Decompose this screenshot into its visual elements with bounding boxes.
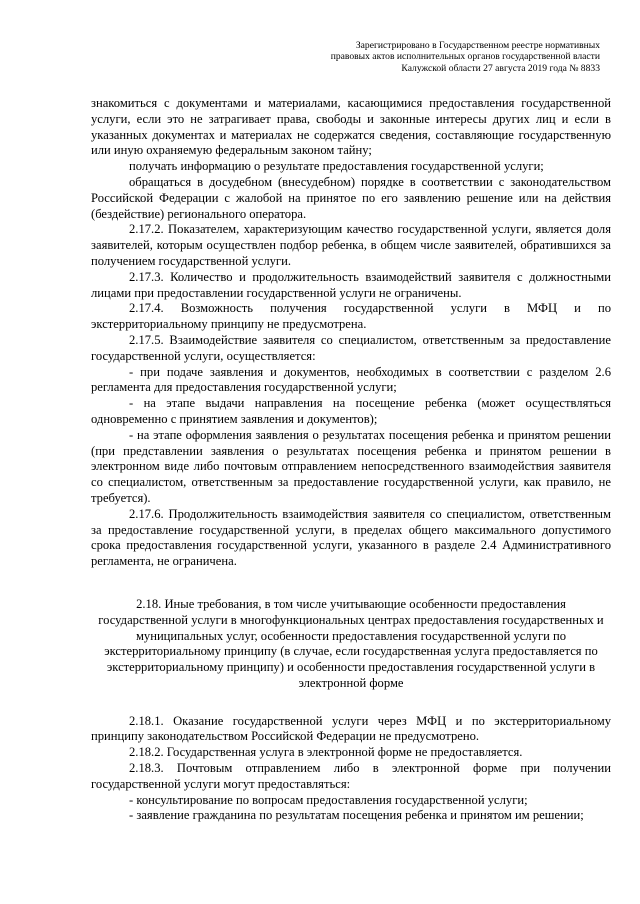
paragraph: знакомиться с документами и материалами, касающимися предоставления государственной услуги, если это не затрагивает права, свободы и законные интересы других лиц и если в указанных документах и материалах не содержатся сведения, составляющие государственную или иную охраняемую федеральным законом тайну; — [91, 96, 611, 158]
stamp-line: Калужской области 27 августа 2019 года № 8833 — [401, 62, 600, 74]
list-item: - при подаче заявления и документов, необходимых в соответствии с разделом 2.6 регламента для предоставления государственной услуги; — [91, 364, 611, 395]
paragraph: 2.17.2. Показателем, характеризующим качество государственной услуги, является доля заявителей, которым осуществлен подбор ребенка, в общем числе заявителей, обратившихся за получением государственной услуги. — [91, 222, 611, 268]
stamp-line: правовых актов исполнительных органов государственной власти — [330, 51, 600, 63]
paragraph: обращаться в досудебном (внесудебном) порядке в соответствии с законодательством Российской Федерации с жалобой на принятое по его заявлению решение или на действия (бездействие) регионального оператора. — [91, 174, 611, 221]
paragraph: получать информацию о результате предоставления государственной услуги; — [129, 159, 544, 174]
list-item: - на этапе оформления заявления о результатах посещения ребенка и принятом решении (при представлении заявления о результатах посещения ребенка и принятом решении в электронном виде либо почтовым отправлением непосредственного взаимодействия заявителя со специалистом, ответственным за предоставление государственной услуги, как правило, не требуется). — [91, 427, 611, 505]
paragraph: 2.18.3. Почтовым отправлением либо в электронной форме при получении государственной услуги могут предоставляться: — [91, 761, 611, 791]
paragraph: 2.17.5. Взаимодействие заявителя со специалистом, ответственным за предоставление государственной услуги, осуществляется: — [91, 332, 611, 363]
paragraph: 2.18.1. Оказание государственной услуги через МФЦ и по экстерриториальному принципу законодательством Российской Федерации не предусмотрено. — [91, 713, 611, 744]
paragraph: 2.18.2. Государственная услуга в электронной форме не предоставляется. — [129, 745, 523, 760]
section-heading: 2.18. Иные требования, в том числе учитывающие особенности предоставления государственной услуги в многофункциональных центрах предоставления государственных и муниципальных услуг, особенности предоставления государственной услуги по экстерриториальному принципу (в случае, если государственная услуга предоставляется по экстерриториальному принципу) и особенности предоставления государственной услуги в электронной форме — [98, 596, 604, 690]
stamp-line: Зарегистрировано в Государственном реестре нормативных — [355, 40, 600, 51]
list-item: - на этапе выдачи направления на посещение ребенка (может осуществляться одновременно с принятием заявления и документов); — [91, 396, 611, 426]
paragraph: 2.17.6. Продолжительность взаимодействия заявителя со специалистом, ответственным за предоставление государственной услуги, в пределах общего максимального допустимого срока предоставления государственной услуги, указанного в разделе 2.4 Административного регламента, не ограничена. — [91, 506, 611, 569]
paragraph: 2.17.4. Возможность получения государственной услуги в МФЦ и по экстерриториальному принципу не предусмотрена. — [91, 301, 611, 332]
list-item: - заявление гражданина по результатам посещения ребенка и принятом им решении; — [129, 808, 584, 823]
document-body — [91, 96, 611, 824]
list-item: - консультирование по вопросам предоставления государственной услуги; — [129, 792, 528, 807]
registration-stamp — [260, 40, 600, 74]
paragraph: 2.17.3. Количество и продолжительность взаимодействий заявителя с должностными лицами при предоставлении государственной услуги не ограничены. — [91, 269, 611, 300]
